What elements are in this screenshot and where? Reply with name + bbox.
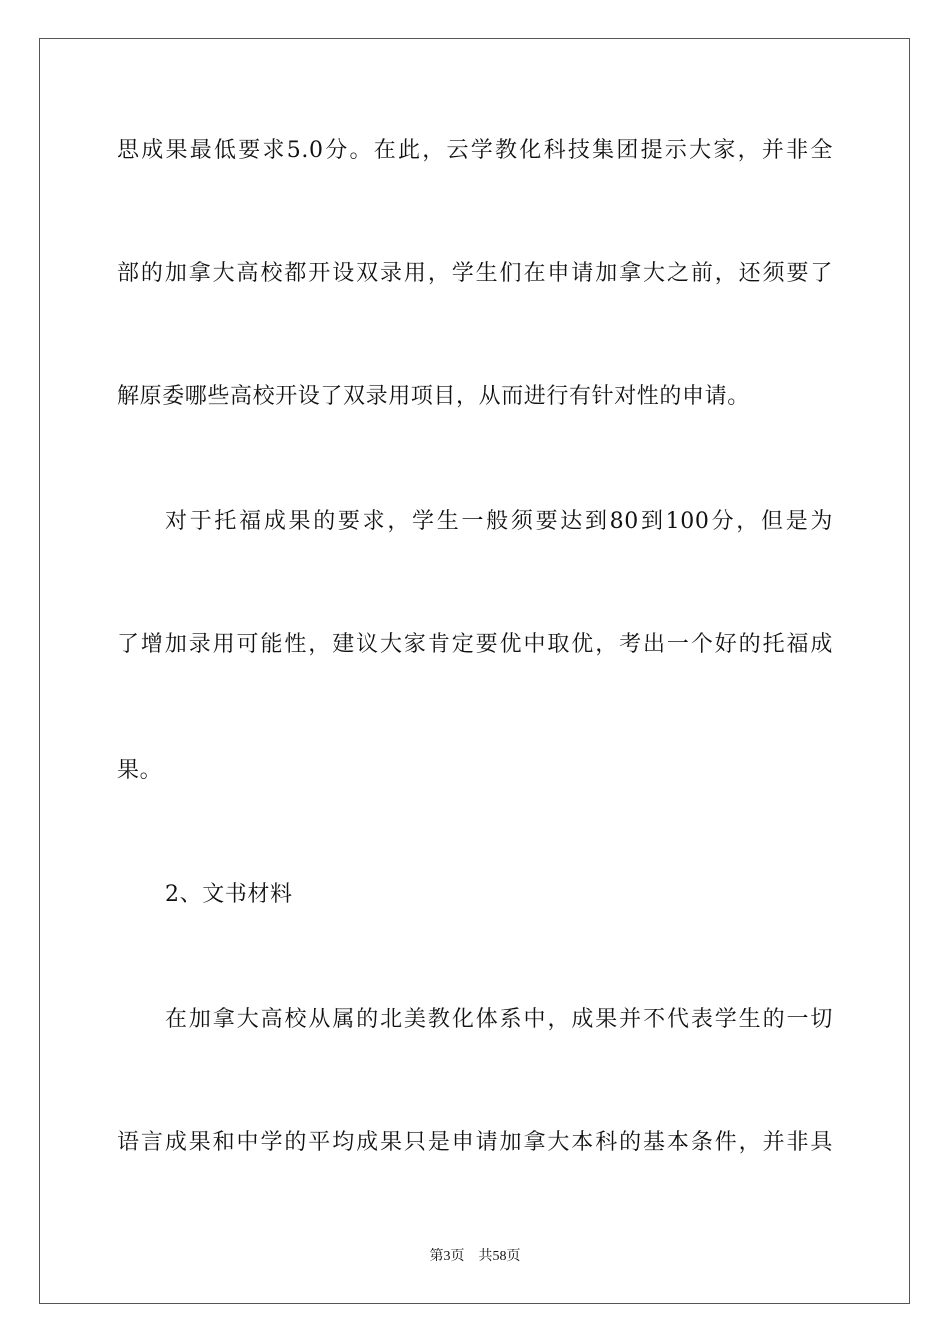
- page-number: 第3页: [429, 1249, 465, 1264]
- body-text-line: 思成果最低要求5.0分。在此，云学教化科技集团提示大家，并非全: [117, 138, 833, 163]
- body-text-line: 解原委哪些高校开设了双录用项目，从而进行有针对性的申请。: [117, 384, 750, 409]
- body-text-line: 了增加录用可能性，建议大家肯定要优中取优，考出一个好的托福成: [117, 632, 833, 657]
- body-text-line: 在加拿大高校从属的北美教化体系中，成果并不代表学生的一切: [165, 1007, 833, 1032]
- page-border: [39, 38, 910, 1304]
- body-text-line: 语言成果和中学的平均成果只是申请加拿大本科的基本条件，并非具: [117, 1130, 833, 1155]
- body-text-line: 部的加拿大高校都开设双录用，学生们在申请加拿大之前，还须要了: [117, 261, 833, 286]
- section-heading: 2、文书材料: [165, 882, 293, 907]
- body-text-line: 对于托福成果的要求，学生一般须要达到80到100分，但是为: [165, 509, 833, 534]
- total-pages: 共58页: [478, 1249, 521, 1264]
- page-footer: [0, 1247, 950, 1267]
- body-text-line: 果。: [117, 758, 163, 783]
